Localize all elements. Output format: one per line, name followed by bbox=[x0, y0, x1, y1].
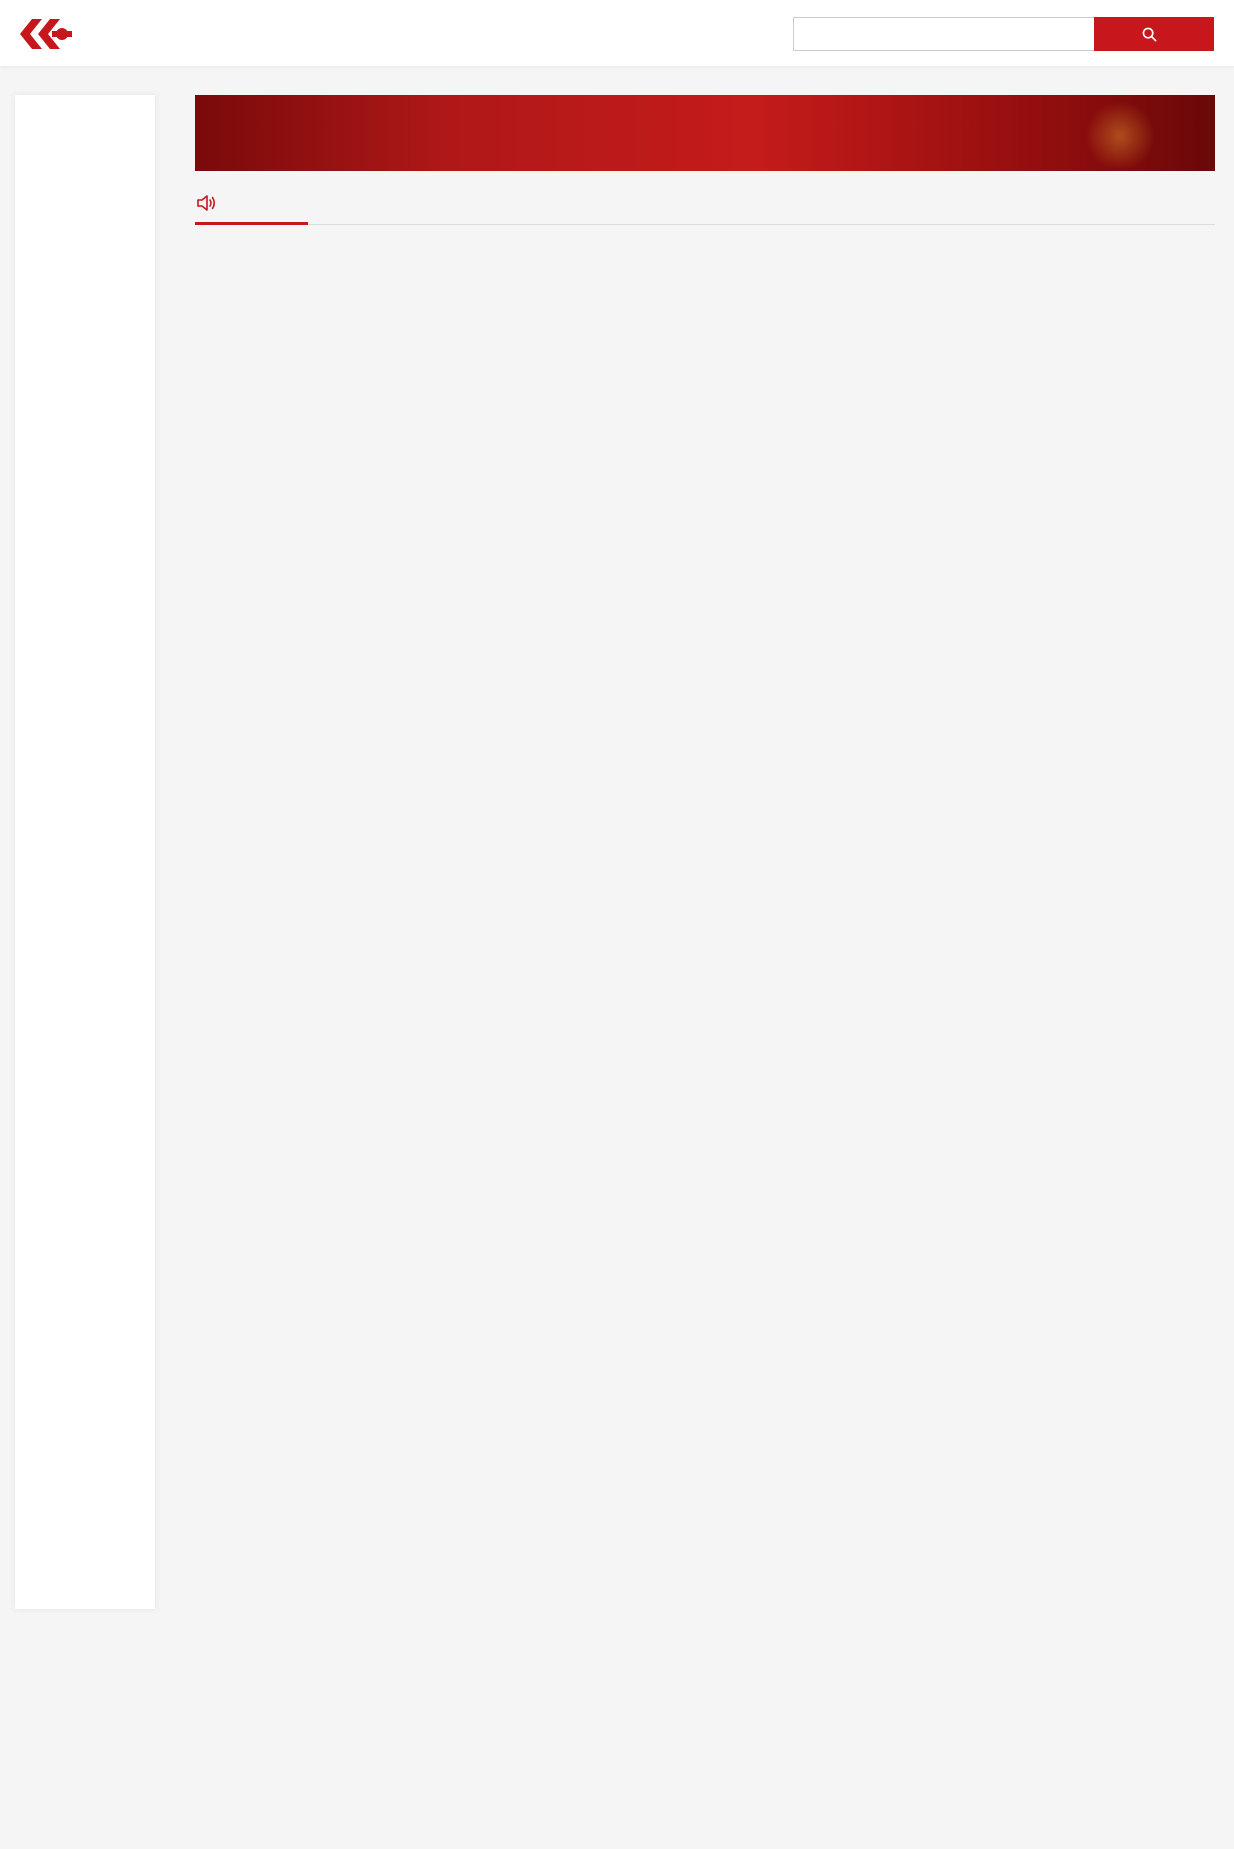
site-logo[interactable] bbox=[14, 14, 302, 54]
section-header bbox=[195, 182, 1215, 225]
speaker-icon bbox=[195, 192, 217, 214]
banner-words bbox=[195, 95, 1015, 171]
search-button[interactable] bbox=[1094, 17, 1214, 51]
article-meta bbox=[195, 255, 1215, 269]
sidebar-nav bbox=[15, 95, 155, 1609]
logo-mark-icon bbox=[14, 15, 74, 53]
search-icon bbox=[1142, 27, 1157, 42]
site-header bbox=[0, 0, 1234, 66]
search-bar bbox=[793, 17, 1214, 51]
main-content bbox=[195, 95, 1215, 289]
logo-text bbox=[82, 15, 302, 53]
banner bbox=[195, 95, 1215, 171]
search-input[interactable] bbox=[793, 17, 1094, 51]
